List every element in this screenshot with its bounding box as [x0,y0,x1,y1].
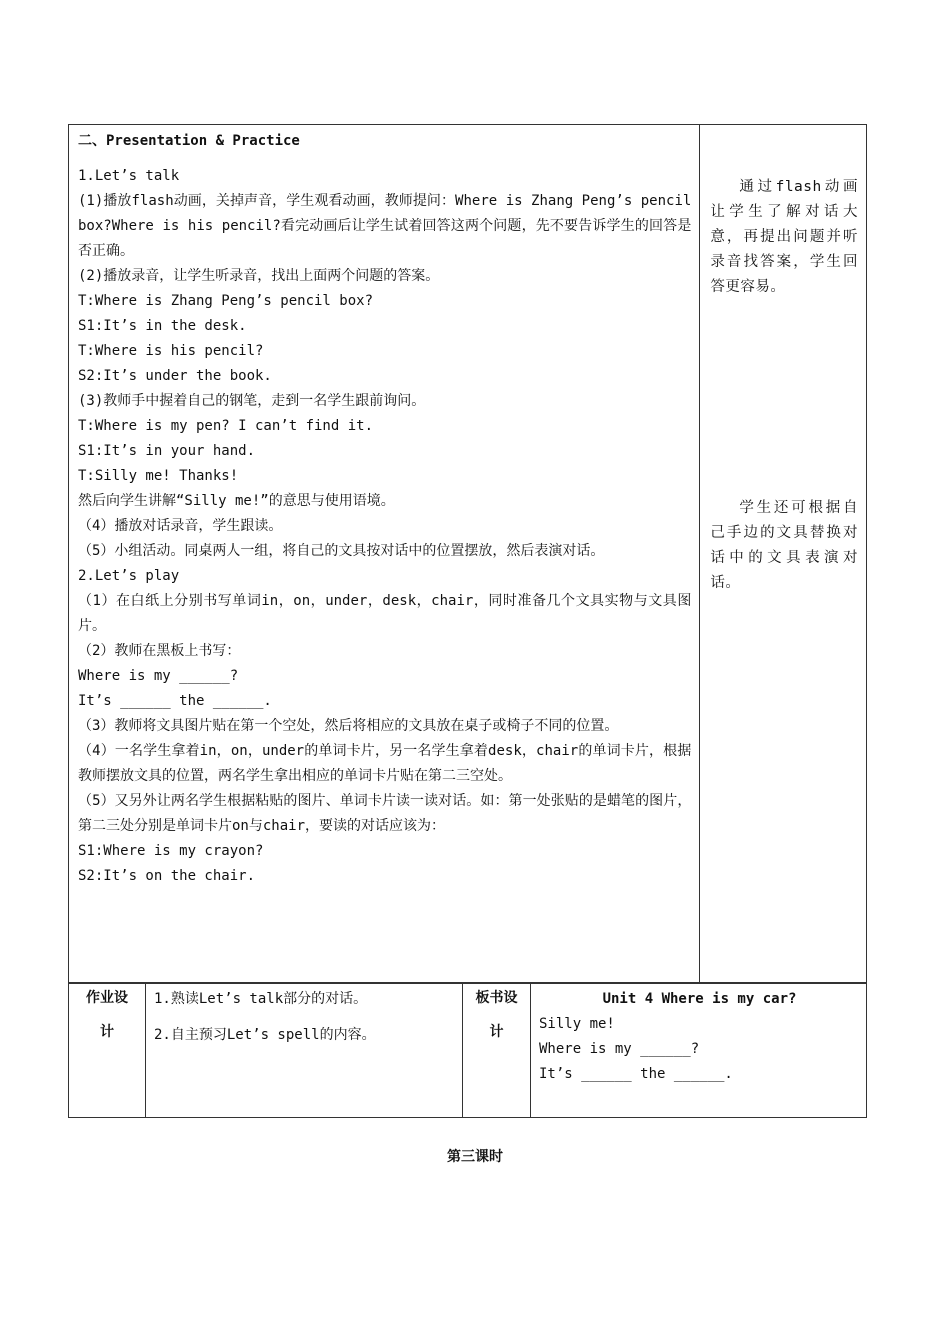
dialogue-line: S2:It’s under the book. [78,368,272,384]
step-line: 1.Let’s talk [78,168,180,184]
step-line: 2.Let’s play [78,568,180,584]
procedure-cell [69,125,700,984]
homework-label: 作业设 [86,990,128,1006]
board-line: It’s ______ the ______. [539,1066,733,1082]
dialogue-line: T:Silly me! Thanks! [78,468,239,484]
homework-item: 2.自主预习Let’s spell的内容。 [154,1027,376,1043]
step-line: (3)教师手中握着自己的钢笔，走到一名学生跟前询问。 [78,393,426,409]
main-table [68,124,867,984]
homework-cell [146,983,463,1118]
step-line: （1）在白纸上分别书写单词in，on，under，desk，chair，同时准备几个文具实物与文具图片。 [78,593,692,634]
design-note: 通过flash动画让学生了解对话大意，再提出问题并听录音找答案，学生回答更容易。 [710,179,858,295]
dialogue-line: T:Where is his pencil? [78,343,264,359]
board-label-cont: 计 [489,1024,504,1040]
dialogue-line: It’s ______ the ______. [78,693,272,709]
dialogue-line: T:Where is Zhang Peng’s pencil box? [78,293,374,309]
step-line: (2)播放录音，让学生听录音，找出上面两个问题的答案。 [78,268,440,284]
step-line: （5）又另外让两名学生根据粘贴的图片、单词卡片读一读对话。如：第一处张贴的是蜡笔的图片，第二三处分别是单词卡片on与chair，要读的对话应该为： [78,793,692,834]
step-line: 然后向学生讲解“Silly me!”的意思与使用语境。 [78,493,395,509]
dialogue-line: S1:Where is my crayon? [78,843,264,859]
step-line: （3）教师将文具图片贴在第一个空处，然后将相应的文具放在桌子或椅子不同的位置。 [78,718,619,734]
board-cell [531,983,867,1118]
board-line: Silly me! [539,1016,615,1032]
dialogue-line: S2:It’s on the chair. [78,868,256,884]
section-heading: 二、Presentation & Practice [78,133,300,149]
bottom-table [68,982,867,1118]
dialogue-line: S1:It’s in your hand. [78,443,256,459]
dialogue-line: S1:It’s in the desk. [78,318,247,334]
design-notes-cell [700,125,867,984]
dialogue-line: Where is my ______? [78,668,239,684]
design-note: 学生还可根据自己手边的文具替换对话中的文具表演对话。 [710,500,858,591]
lesson-heading: 第三课时 [447,1149,503,1165]
board-label-cell [463,983,531,1118]
step-line: （4）播放对话录音，学生跟读。 [78,518,283,534]
dialogue-line: T:Where is my pen? I can’t find it. [78,418,374,434]
procedure-text [78,164,700,889]
board-title: Unit 4 Where is my car? [602,991,797,1007]
step-line: （5）小组活动。同桌两人一组，将自己的文具按对话中的位置摆放，然后表演对话。 [78,543,605,559]
board-line: Where is my ______? [539,1041,700,1057]
board-label: 板书设 [475,990,518,1006]
homework-item: 1.熟读Let’s talk部分的对话。 [154,991,368,1007]
step-line: (1)播放flash动画，关掉声音，学生观看动画，教师提问：Where is Zhang Peng’s pencil box?Where is his pencil?看完动画后让学生试着回答这两个问题，先不要告诉学生的回答是否正确。 [78,193,700,259]
homework-label-cell [69,983,146,1118]
homework-label-cont: 计 [100,1024,114,1040]
step-line: （2）教师在黑板上书写： [78,643,241,659]
step-line: （4）一名学生拿着in，on，under的单词卡片，另一名学生拿着desk，chair的单词卡片，根据教师摆放文具的位置，两名学生拿出相应的单词卡片贴在第二三空处。 [78,743,692,784]
